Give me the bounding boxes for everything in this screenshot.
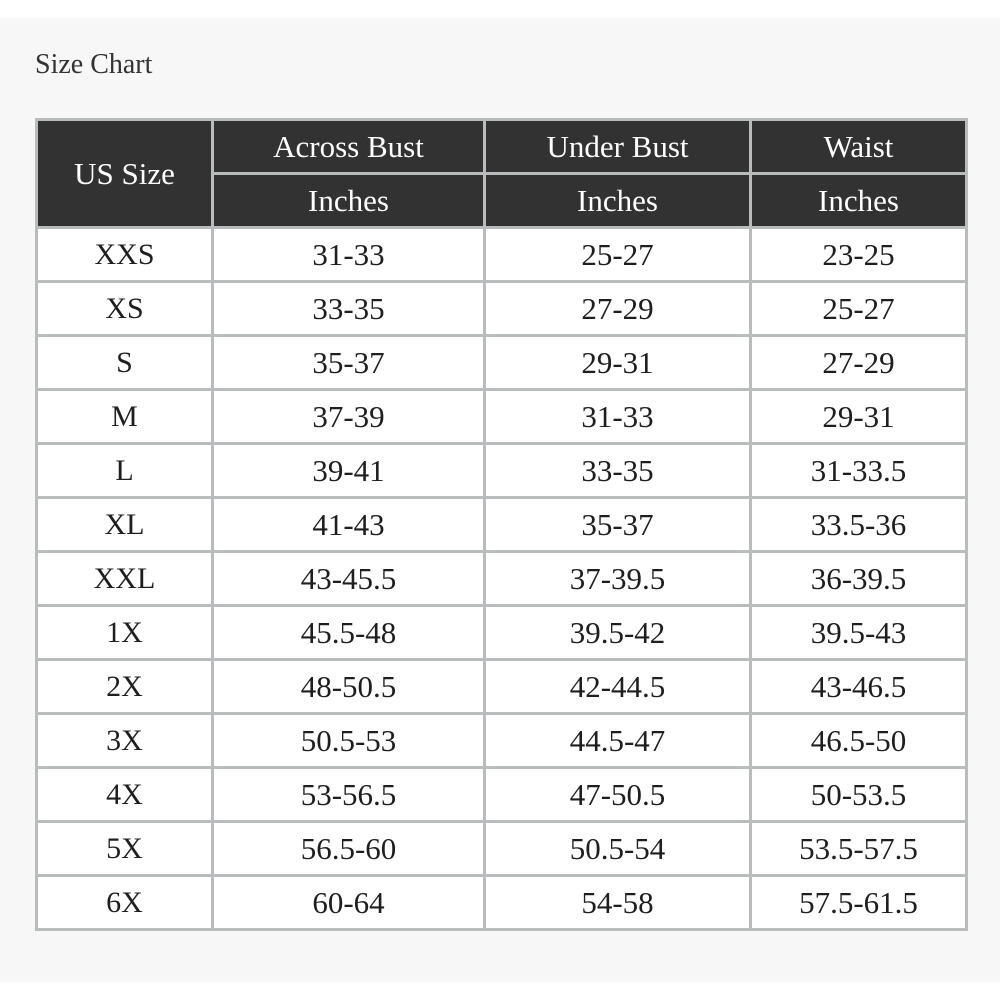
table-row [37, 444, 967, 498]
size-cell: 1X [37, 606, 213, 660]
header-across-bust: Across Bust [213, 120, 485, 174]
waist-cell: 27-29 [751, 336, 967, 390]
under-bust-cell: 37-39.5 [485, 552, 751, 606]
size-cell: 6X [37, 876, 213, 930]
waist-cell: 43-46.5 [751, 660, 967, 714]
under-bust-cell: 33-35 [485, 444, 751, 498]
size-cell: M [37, 390, 213, 444]
unit-under-bust: Inches [485, 174, 751, 228]
waist-cell: 57.5-61.5 [751, 876, 967, 930]
size-cell: 2X [37, 660, 213, 714]
size-cell: L [37, 444, 213, 498]
table-row [37, 660, 967, 714]
across-bust-cell: 43-45.5 [213, 552, 485, 606]
size-cell: 4X [37, 768, 213, 822]
header-row [37, 120, 967, 174]
under-bust-cell: 29-31 [485, 336, 751, 390]
under-bust-cell: 50.5-54 [485, 822, 751, 876]
across-bust-cell: 45.5-48 [213, 606, 485, 660]
under-bust-cell: 27-29 [485, 282, 751, 336]
across-bust-cell: 48-50.5 [213, 660, 485, 714]
across-bust-cell: 50.5-53 [213, 714, 485, 768]
size-chart-page [0, 18, 1000, 982]
page-title: Size Chart [35, 49, 153, 80]
under-bust-cell: 54-58 [485, 876, 751, 930]
size-cell: XL [37, 498, 213, 552]
across-bust-cell: 56.5-60 [213, 822, 485, 876]
across-bust-cell: 41-43 [213, 498, 485, 552]
header-waist: Waist [751, 120, 967, 174]
under-bust-cell: 47-50.5 [485, 768, 751, 822]
across-bust-cell: 31-33 [213, 228, 485, 282]
across-bust-cell: 37-39 [213, 390, 485, 444]
waist-cell: 25-27 [751, 282, 967, 336]
under-bust-cell: 25-27 [485, 228, 751, 282]
waist-cell: 50-53.5 [751, 768, 967, 822]
under-bust-cell: 39.5-42 [485, 606, 751, 660]
header-us-size: US Size [37, 120, 213, 228]
size-chart-table [35, 118, 968, 931]
under-bust-cell: 31-33 [485, 390, 751, 444]
waist-cell: 29-31 [751, 390, 967, 444]
under-bust-cell: 42-44.5 [485, 660, 751, 714]
table-row [37, 552, 967, 606]
across-bust-cell: 33-35 [213, 282, 485, 336]
table-row [37, 498, 967, 552]
table-row [37, 714, 967, 768]
size-cell: 5X [37, 822, 213, 876]
size-cell: XXL [37, 552, 213, 606]
waist-cell: 23-25 [751, 228, 967, 282]
size-cell: 3X [37, 714, 213, 768]
table-row [37, 768, 967, 822]
table-row [37, 282, 967, 336]
waist-cell: 53.5-57.5 [751, 822, 967, 876]
size-cell: XS [37, 282, 213, 336]
unit-waist: Inches [751, 174, 967, 228]
waist-cell: 46.5-50 [751, 714, 967, 768]
table-row [37, 606, 967, 660]
size-cell: XXS [37, 228, 213, 282]
across-bust-cell: 60-64 [213, 876, 485, 930]
table-row [37, 228, 967, 282]
unit-across-bust: Inches [213, 174, 485, 228]
waist-cell: 31-33.5 [751, 444, 967, 498]
under-bust-cell: 44.5-47 [485, 714, 751, 768]
header-under-bust: Under Bust [485, 120, 751, 174]
table-row [37, 336, 967, 390]
table-row [37, 876, 967, 930]
table-row [37, 822, 967, 876]
under-bust-cell: 35-37 [485, 498, 751, 552]
waist-cell: 39.5-43 [751, 606, 967, 660]
across-bust-cell: 53-56.5 [213, 768, 485, 822]
size-cell: S [37, 336, 213, 390]
table-row [37, 390, 967, 444]
waist-cell: 36-39.5 [751, 552, 967, 606]
waist-cell: 33.5-36 [751, 498, 967, 552]
across-bust-cell: 39-41 [213, 444, 485, 498]
across-bust-cell: 35-37 [213, 336, 485, 390]
